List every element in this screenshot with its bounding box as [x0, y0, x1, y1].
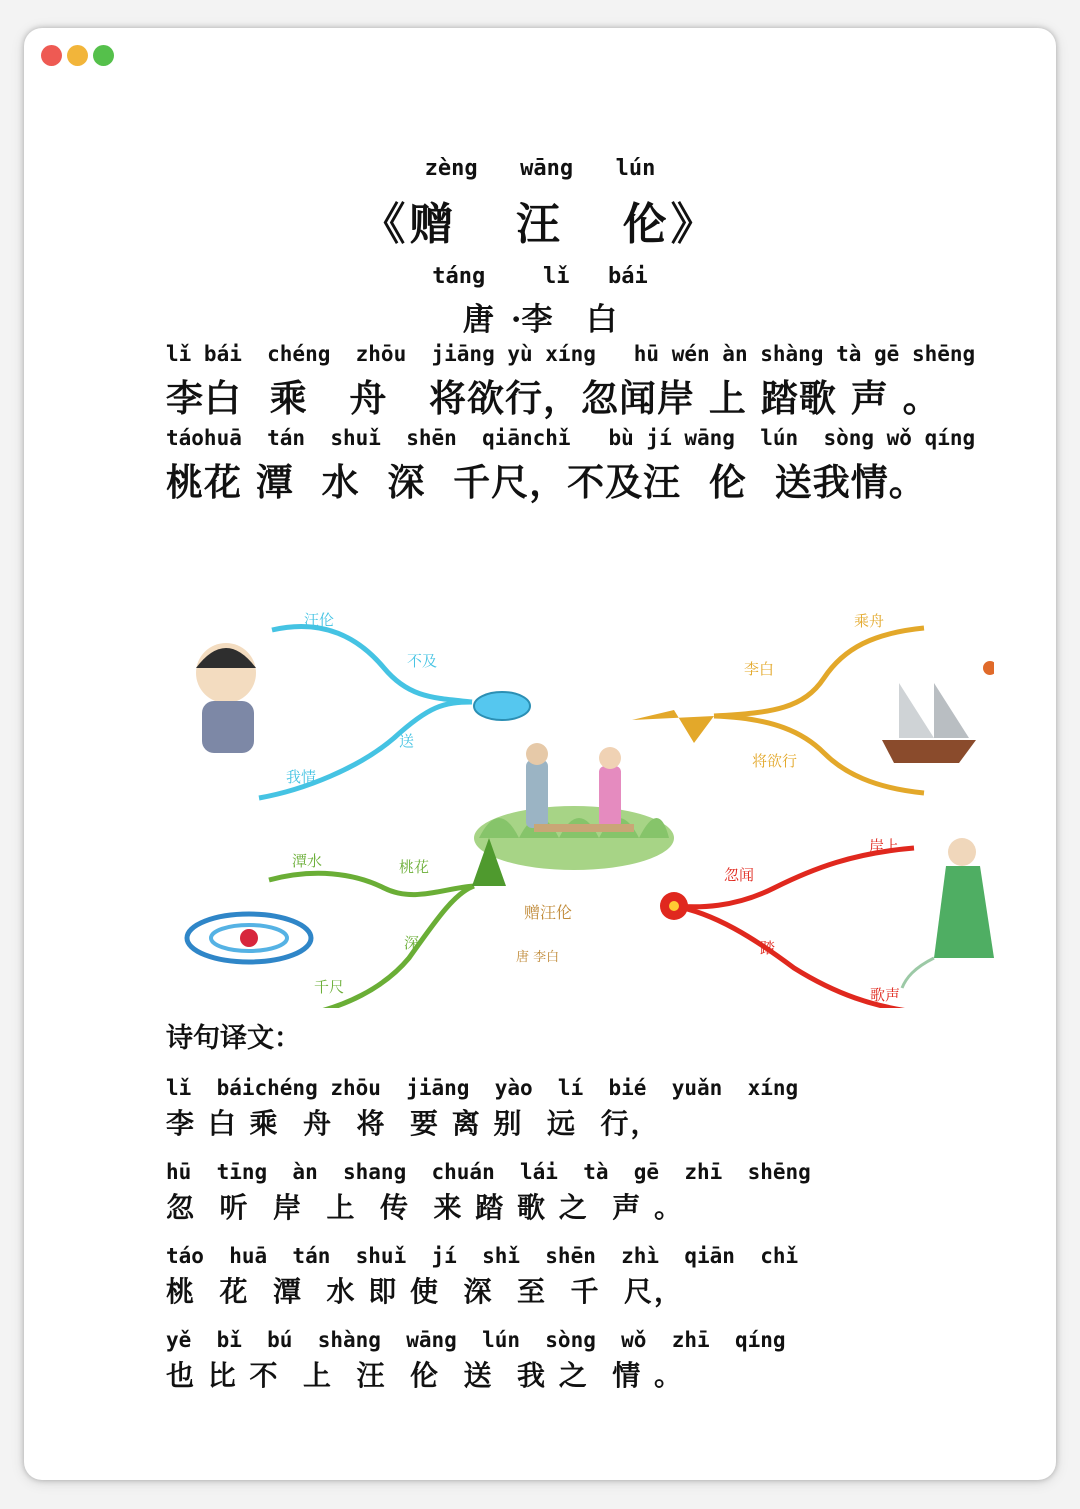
branch-label-chengzhou: 乘舟 — [854, 612, 885, 630]
poem-line-2-pinyin: táohuā tán shuǐ shēn qiānchǐ bù jí wāng lún sòng wǒ qíng — [166, 426, 976, 450]
branch-label-shen: 深 — [404, 934, 420, 952]
branch-top-left — [259, 611, 530, 798]
branch-label-taohua: 桃花 — [399, 858, 430, 876]
poem-line-2: 桃花 潭 水 深 千尺，不及汪 伦 送我情。 — [166, 460, 927, 504]
document-window — [24, 28, 1056, 1480]
close-window-icon[interactable] — [41, 45, 62, 66]
branch-label-woqing: 我情 — [286, 768, 317, 786]
branch-label-ta: 踏 — [760, 939, 776, 957]
center-title-label: 赠汪伦 — [524, 903, 573, 922]
branch-label-song: 送 — [399, 732, 415, 750]
singing-figure-illustration — [902, 838, 994, 988]
title-pinyin: zèng wāng lún — [424, 156, 656, 181]
branch-bottom-right — [660, 837, 924, 1008]
maximize-window-icon[interactable] — [93, 45, 114, 66]
translation-line-1: 李 白 乘 舟 将 要 离 别 远 行， — [166, 1107, 661, 1140]
branch-label-anshang: 岸上 — [869, 837, 900, 855]
branch-label-libai: 李白 — [744, 660, 775, 678]
poem-mind-map — [154, 568, 994, 1008]
center-scene-illustration — [474, 743, 674, 870]
branch-label-tanshui: 潭水 — [292, 852, 323, 870]
translation-line-2-pinyin: hū tīng àn shang chuán lái tà gē zhī shēng — [166, 1160, 811, 1184]
poem-title: 《赠 汪 伦》 — [361, 199, 719, 250]
minimize-window-icon[interactable] — [67, 45, 88, 66]
poem-line-1: 李白 乘 舟 将欲行，忽闻岸 上 踏歌 声 。 — [166, 376, 941, 420]
translation-line-4: 也 比 不 上 汪 伦 送 我 之 情 。 — [166, 1359, 684, 1392]
branch-label-qianchi: 千尺 — [314, 978, 345, 996]
branch-top-right — [632, 612, 924, 793]
translation-line-3-pinyin: táo huā tán shuǐ jí shǐ shēn zhì qiān chǐ — [166, 1244, 799, 1268]
center-author-label: 唐 李白 — [516, 950, 560, 965]
branch-label-wanglun: 汪伦 — [304, 611, 335, 629]
translation-line-4-pinyin: yě bǐ bú shàng wāng lún sòng wǒ zhī qíng — [166, 1328, 786, 1352]
poem-line-1-pinyin: lǐ bái chéng zhōu jiāng yù xíng hū wén àn shàng tà gē shēng — [166, 342, 976, 366]
author-pinyin: táng lǐ bái — [432, 264, 648, 289]
branch-label-jiangyuxing: 将欲行 — [752, 752, 798, 770]
translation-line-3: 桃 花 潭 水 即 使 深 至 千 尺， — [166, 1275, 684, 1308]
window-titlebar — [24, 28, 1056, 84]
branch-bottom-left — [187, 838, 506, 1008]
translation-line-2: 忽 听 岸 上 传 来 踏 歌 之 声 。 — [166, 1191, 684, 1224]
boy-character-illustration — [196, 643, 256, 753]
branch-label-huwen: 忽闻 — [724, 866, 755, 884]
poem-author: 唐 ·李 白 — [462, 302, 618, 338]
translation-heading: 诗句译文： — [166, 1023, 301, 1054]
boat-illustration — [882, 661, 994, 763]
branch-label-buji: 不及 — [407, 652, 438, 670]
branch-label-gesheng: 歌声 — [870, 986, 901, 1004]
translation-line-1-pinyin: lǐ báichéng zhōu jiāng yào lí bié yuǎn xíng — [166, 1076, 799, 1100]
